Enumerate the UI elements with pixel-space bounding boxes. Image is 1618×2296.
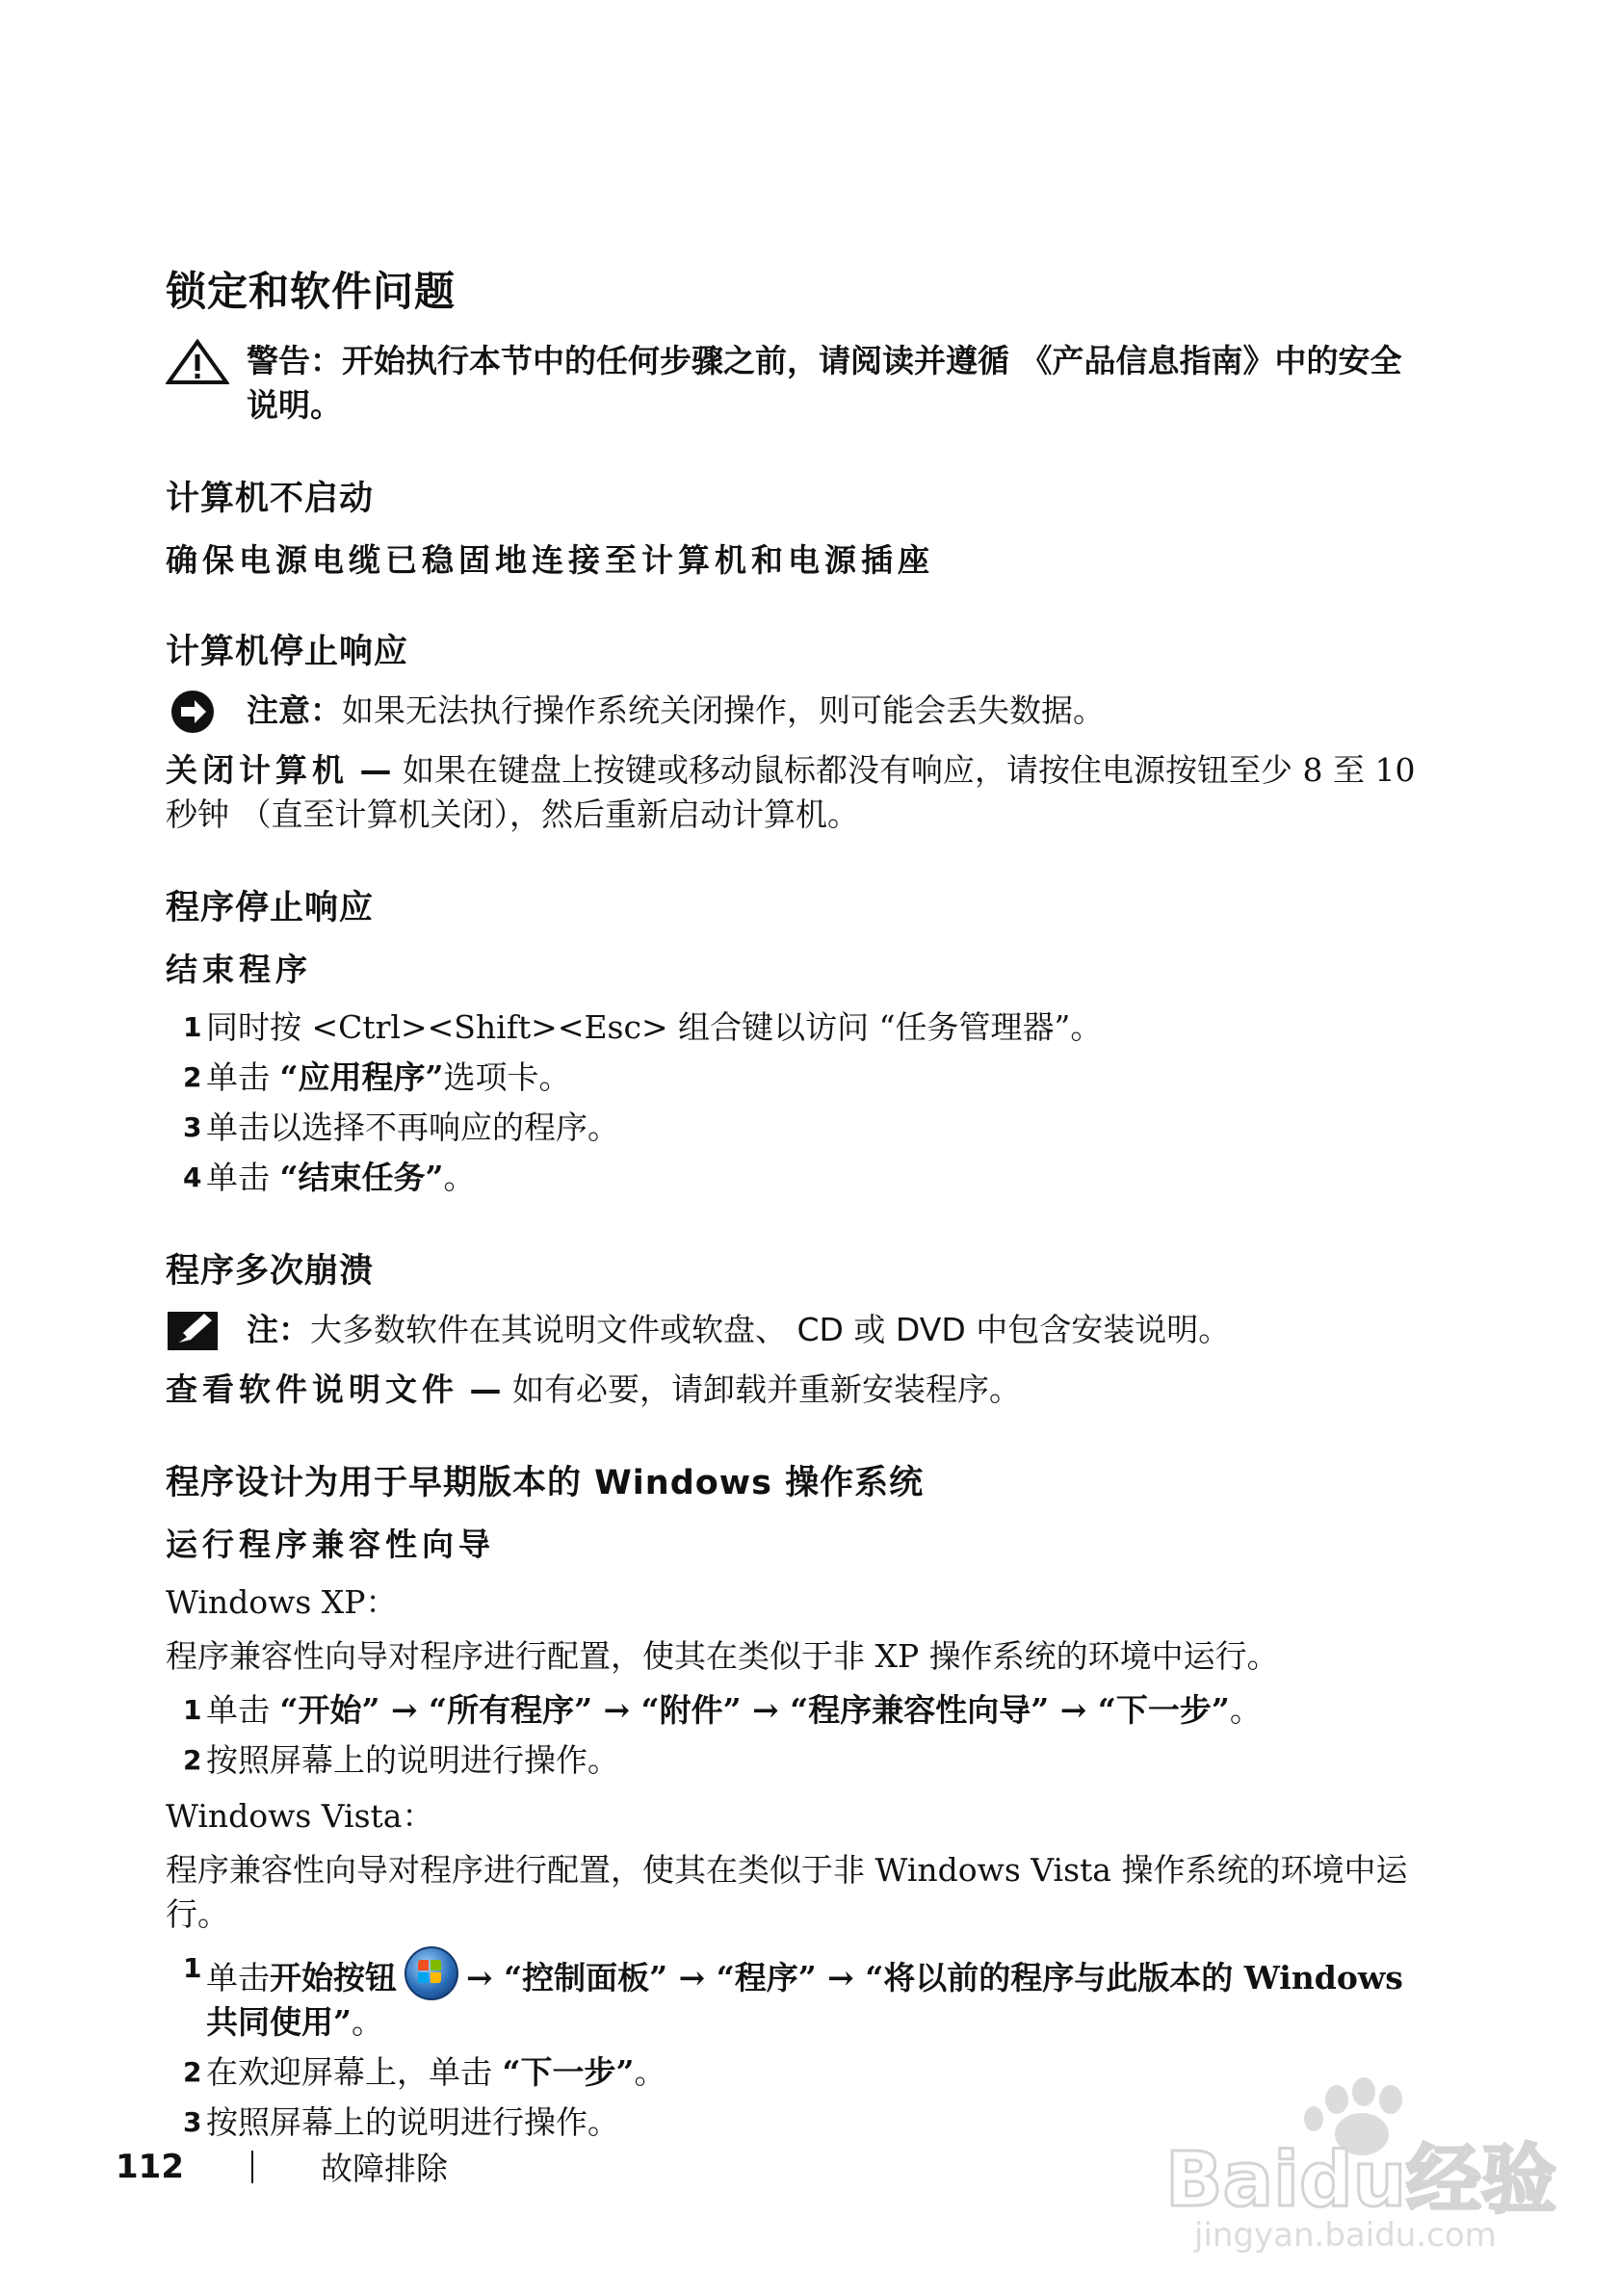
end-program-steps [166, 1005, 1418, 1200]
documentation-text: 如有必要，请卸载并重新安装程序。 [511, 1370, 1021, 1408]
subheading-compatibility-wizard: 运行程序兼容性向导 [166, 1526, 495, 1563]
step-text: 按照屏幕上的说明进行操作。 [206, 2103, 619, 2141]
subheading-power-cable: 确保电源电缆已稳固地连接至计算机和电源插座 [166, 541, 934, 579]
watermark-url: jingyan.baidu.com [1194, 2216, 1497, 2254]
step-text: 单击 [206, 1159, 280, 1196]
step-emphasis: “下一步” [502, 2053, 635, 2091]
step-text: 单击 [206, 1058, 280, 1096]
xp-description: 程序兼容性向导对程序进行配置，使其在类似于非 XP 操作系统的环境中运行。 [166, 1637, 1279, 1675]
shutdown-inline-heading: 关闭计算机 [166, 751, 349, 789]
section-heading-program-crashes: 程序多次崩溃 [166, 1252, 375, 1291]
xp-steps [166, 1688, 1418, 1783]
step-number: 2 [183, 2056, 202, 2088]
list-item [183, 1946, 1418, 2045]
shutdown-paragraph [166, 748, 1418, 837]
list-item [183, 1688, 1418, 1733]
step-text: 。 [443, 1159, 476, 1196]
step-number: 4 [183, 1161, 202, 1193]
step-emphasis: 开始按钮 [270, 1959, 397, 1996]
warning-label: 警告： [247, 342, 342, 379]
list-item [183, 1738, 1418, 1783]
baidu-watermark [1156, 2071, 1560, 2254]
step-number: 1 [183, 1011, 202, 1043]
step-text: 在欢迎屏幕上，单击 [206, 2053, 503, 2091]
warning-triangle-icon [166, 339, 229, 385]
section-heading-no-start: 计算机不启动 [166, 480, 375, 518]
dash: — [349, 751, 403, 789]
windows-start-icon [404, 1946, 458, 2000]
document-page [166, 260, 1418, 2156]
section-heading-earlier-windows: 程序设计为用于早期版本的 Windows 操作系统 [166, 1464, 925, 1502]
step-text: 。 [351, 2003, 383, 2041]
dash: — [458, 1370, 512, 1408]
step-number: 2 [183, 1061, 202, 1093]
note-pencil-icon [166, 1308, 229, 1354]
notice-arrow-icon [166, 689, 229, 735]
step-number: 3 [183, 1111, 202, 1143]
footer-section: 故障排除 [320, 2150, 448, 2187]
step-emphasis: “结束任务” [279, 1159, 444, 1196]
notice-label: 注意： [247, 691, 342, 729]
page-number: 112 [116, 2147, 184, 2186]
list-item [183, 1056, 1418, 1100]
vista-description: 程序兼容性向导对程序进行配置，使其在类似于非 Windows Vista 操作系统的环境中运行。 [166, 1851, 1408, 1933]
xp-label: Windows XP： [166, 1583, 398, 1621]
section-heading-program-not-responding: 程序停止响应 [166, 889, 375, 927]
shutdown-text: 如果在键盘上按键或移动鼠标都没有响应，请按住电源按钮至少 8 至 10 秒钟 （直至计算机关闭），然后重新启动计算机。 [166, 751, 1416, 833]
step-text: 按照屏幕上的说明进行操作。 [206, 1741, 619, 1779]
documentation-paragraph [166, 1368, 1418, 1412]
page-title: 锁定和软件问题 [166, 268, 457, 315]
warning-callout [166, 339, 1418, 428]
step-number: 1 [183, 1694, 202, 1726]
step-number: 2 [183, 1744, 202, 1776]
note-callout [166, 1308, 1418, 1354]
step-emphasis: “应用程序” [279, 1058, 444, 1096]
section-heading-not-responding: 计算机停止响应 [166, 633, 409, 671]
notice-text: 如果无法执行操作系统关闭操作，则可能会丢失数据。 [342, 691, 1105, 729]
documentation-inline-heading: 查看软件说明文件 [166, 1370, 458, 1408]
notice-callout [166, 689, 1418, 735]
step-text: 同时按 <Ctrl><Shift><Esc> 组合键以访问 “任务管理器”。 [206, 1008, 1103, 1046]
list-item [183, 1005, 1418, 1050]
footer-divider [251, 2151, 253, 2183]
step-text: 。 [634, 2053, 666, 2091]
step-number: 3 [183, 2106, 202, 2138]
step-text: 单击以选择不再响应的程序。 [206, 1109, 619, 1146]
step-text: 。 [1229, 1691, 1262, 1729]
warning-text: 开始执行本节中的任何步骤之前，请阅读并遵循 《产品信息指南》中的安全说明。 [247, 342, 1402, 424]
step-emphasis: → “控制面板” → “程序” → “将以前的程序与此版本的 Windows 共同使用” [206, 1959, 1403, 2041]
list-item [183, 1156, 1418, 1200]
step-text: 单击 [206, 1959, 270, 1996]
page-footer [116, 2144, 448, 2189]
note-label: 注： [247, 1311, 310, 1348]
step-number: 1 [183, 1952, 202, 1984]
watermark-brand: Baidu经验 [1165, 2137, 1557, 2224]
note-text: 大多数软件在其说明文件或软盘、 CD 或 DVD 中包含安装说明。 [310, 1311, 1231, 1348]
step-text: 选项卡。 [443, 1058, 571, 1096]
list-item [183, 1106, 1418, 1150]
step-text: 单击 [206, 1691, 280, 1729]
step-emphasis: “开始” → “所有程序” → “附件” → “程序兼容性向导” → “下一步” [279, 1691, 1230, 1729]
subheading-end-program: 结束程序 [166, 951, 312, 988]
vista-label: Windows Vista： [166, 1797, 434, 1835]
